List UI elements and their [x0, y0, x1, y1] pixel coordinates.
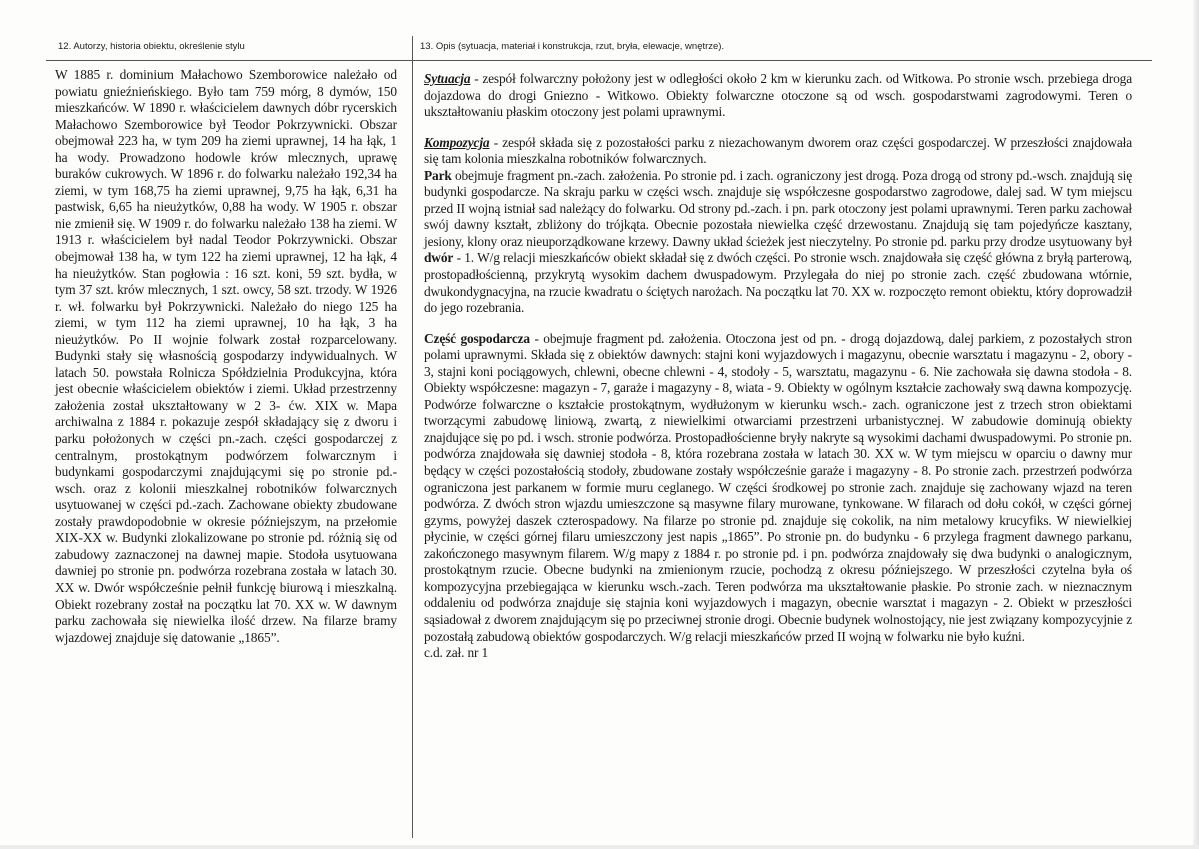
section-12-heading: 12. Autorzy, historia obiektu, określenie stylu: [58, 41, 245, 52]
gospodarcza-text: - obejmuje fragment pd. założenia. Otoczona jest od pn. - drogą dojazdową, dalej parkiem, z pozostałych stron polami uprawnymi. Składa się z obiektów dawnych: stajni koni wyjazdowych i magazynu, obecnie warsztatu i magazynu - 2, obory - 3, stajni koni pociągowych, chlewni, obecne chlewni - 4, stodoły - 5, warsztatu, magazynu - 6. Nie zachowała się dawna stodoła - 8. Obiekty współczesne: magazyn - 7, garaże i magazyny - 8, wiata - 9. Obiekty w ogólnym kształcie zachowały swą dawna kompozycję. Podwórze folwarczne o kształcie prostokątnym, wydłużonym w kierunku wsch.- zach. ograniczone jest z trzech stron obiektami tworzącymi zabudowę liniową, zwartą, z niewielkimi otwarciami przestrzeni urbanistycznej. W zabudowie dominują obiekty znajdujące się po pd. i wsch. stronie podwórza. Prostopadłościenne bryły nakryte są wysokimi dachami dwuspadowymi. Po stronie pn. podwórza znajdowała się dawniej stodoła - 8, która rozebrana została w latach 30. XX w. W tym miejscu w oparciu o dawny mur będący w części pozostałością stodoły, zbudowane zostały współcześnie garaże i magazyny - 8. Po stronie zach. przestrzeń podwórza ograniczona jest parkanem w formie muru ceglanego. W części środkowej po stronie zach. znajduje się zachowany wjazd na teren podwórza. Z dwóch stron wjazdu umieszczone są masywne filary murowane, tynkowane. W filarach od dołu cokół, w części górnej gzyms, powyżej daszek czterospadowy. Na filarze po stronie pd. znajduje się cokolik, na nim metalowy krucyfiks. W niewielkiej płycinie, w części górnej filaru umieszczony jest napis „1865”. Po stronie pn. do budynku - 6 przylega fragment dawnego parkanu, zakończonego masywnym filarem. W/g mapy z 1884 r. po stronie pd. i pn. podwórza znajdowały się dwa budynki o analogicznym, prostokątnym rzucie. Obecne budynki na zmienionym rzucie, pochodzą z okresu późniejszego. W przeszłości czytelna była oś kompozycyjna przebiegająca w kierunku wsch.-zach. Teren podwórza ma ukształtowanie płaskie. Po stronie zach. w nieznacznym oddaleniu od podwórza znajduje się stajnia koni wyjazdowych i magazyn, obecnie warsztat i magazyn - 2. Obiekt w przeszłości sąsiadował z dworem znajdującym się po przeciwnej stronie drogi. Obecnie budynek wolnostojący, nie jest związany kompozycyjnie z pozostałą zabudową obiektów gospodarczych. W/g relacji mieszkańców przed II wojną w folwarku nie było kuźni.: [424, 330, 1132, 644]
gospodarcza-label: Część gospodarcza: [424, 330, 530, 346]
section-13-heading: 13. Opis (sytuacja, materiał i konstrukcja, rzut, bryła, elewacje, wnętrze).: [420, 41, 725, 52]
sytuacja-paragraph: [424, 71, 1132, 121]
continuation-note: c.d. zał. nr 1: [424, 645, 489, 661]
description-column: [424, 71, 1132, 662]
page-edge-shadow: [1193, 0, 1199, 849]
kompozycja-text: - zespół składa się z pozostałości parku z niezachowanym dworem oraz części gospodarczej. W przeszłości znajdowała się tam kolonia mieszkalna robotników folwarcznych.: [424, 134, 1132, 167]
park-label: Park: [424, 167, 452, 183]
kompozycja-label: Kompozycja: [424, 134, 490, 150]
column-divider: [412, 36, 413, 838]
park-paragraph: [424, 168, 1132, 317]
dwor-label: dwór: [424, 250, 454, 266]
history-text: W 1885 r. dominium Małachowo Szemborowice należało od powiatu gnieźnieńskiego. Było tam 759 mórg, 8 dymów, 150 mieszkańców. W 1890 r. właścicielem dawnych dóbr rycerskich Małachowo Szemborowice był Teodor Pokrzywnicki. Obszar obejmował 223 ha, w tym 209 ha ziemi uprawnej, 14 ha łąk, 1 ha wody. Prowadzono hodowle krów mlecznych, uprawę buraków cukrowych. W 1896 r. do folwarku należało 192,34 ha ziemi, w tym 168,75 ha ziemi uprawnej, 9,75 ha łąk, 6,31 ha pastwisk, 6,65 ha nieużytków, 0,88 ha wody. W 1905 r. obszar nie zmienił się. W 1909 r. do folwarku należało 138 ha ziemi. W 1913 r. właścicielem był nadal Teodor Pokrzywnicki. Obszar obejmował 138 ha, w tym 122 ha ziemi uprawnej, 12 ha łąk, 4 ha nieużytków. Stan pogłowia : 16 szt. koni, 59 szt. bydła, w tym 37 szt. krów mlecznych, 1 szt. owcy, 58 szt. trzody. W 1926 r. wł. folwarku był Pokrzywnicki. Należało do niego 125 ha ziemi, w tym 112 ha ziemi uprawnej, 10 ha łąk, 3 ha nieużytków. Po II wojnie folwark został rozparcelowany. Budynki stały się własnością gospodarzy indywidualnych. W latach 50. powstała Rolnicza Spółdzielnia Produkcyjna, która jest obecnie właścicielem obiektów i ziemi. Układ przestrzenny założenia został ukształtowany w 2 3- ćw. XIX w. Mapa archiwalna z 1884 r. pokazuje zespół składający się z dworu i parku położonych w części pn.-zach. części gospodarczej z centralnym, prostokątnym podwórzem folwarcznym i budynkami gospodarczymi znajdującymi się po stronie pd.-wsch. oraz z kolonii mieszkalnej robotników folwarcznych usytuowanej w części pd.-zach. Zachowane obiekty zbudowane zostały prawdopodobnie w okresie późniejszym, na przełomie XIX-XX w. Budynki zlokalizowane po stronie pd. różnią się od zabudowy zaznaczonej na dawnej mapie. Stodoła usytuowana dawniej po stronie pn. podwórza rozebrana została w latach 30. XX w. Dwór współcześnie pełnił funkcję biurową i mieszkalną. Obiekt rozebrany został na początku lat 70. XX w. W dawnym parku zachowała się niewielka ilość drzew. Na filarze bramy wjazdowej znajduje się datowanie „1865”.: [55, 67, 397, 645]
header-divider: [46, 60, 1152, 61]
dwor-text: - 1. W/g relacji mieszkańców obiekt składał się z dwóch części. Po stronie wsch. znajdowała się część główna z bryłą parterową, prostopadłościenną, przykrytą wysokim dachem dwuspadowym. Przylegała do niej po stronie zach. część zbudowana wtórnie, dwukondygnacyjna, na rzucie kwadratu o ściętych narożach. Na początku lat 70. XX w. rozpoczęto remont obiektu, który doprowadził do jego rozebrania.: [424, 250, 1132, 316]
sytuacja-text: - zespół folwarczny położony jest w odległości około 2 km w kierunku zach. od Witkowa. Po stronie wsch. przebiega droga dojazdowa do drogi Gniezno - Witkowo. Obiekty folwarczne otoczone są od wsch. gospodarstwami zagrodowymi. Teren o ukształtowaniu płaskim otoczony jest polami uprawnymi.: [424, 71, 1132, 120]
page-bottom-edge: [0, 845, 1199, 849]
sytuacja-label: Sytuacja: [424, 71, 471, 86]
park-text: obejmuje fragment pn.-zach. założenia. Po stronie pd. i zach. ograniczony jest drogą. Poza drogą od strony pd.-wsch. znajdują się budynki gospodarcze. Na skraju parku w części wsch. znajduje się współczesne gospodarstwo zagrodowe, dalej sad. W tym miejscu przed II wojną istniał sad należący do folwarku. Od strony pd.-zach. i pn. park otoczony jest polami uprawnymi. Teren parku zachował swój dawny kształt, zbliżony do trójkąta. Obecnie pozostała niewielka część drzewostanu. Znajdują się tam pojedyńcze kasztany, jesiony, klony oraz nieuporządkowane krzewy. Dawny układ ścieżek jest nieczytelny. Po stronie pd. parku przy drodze usytuowany był: [424, 167, 1132, 249]
history-column: [55, 67, 397, 646]
kompozycja-paragraph: [424, 135, 1132, 168]
gospodarcza-paragraph: [424, 331, 1132, 645]
